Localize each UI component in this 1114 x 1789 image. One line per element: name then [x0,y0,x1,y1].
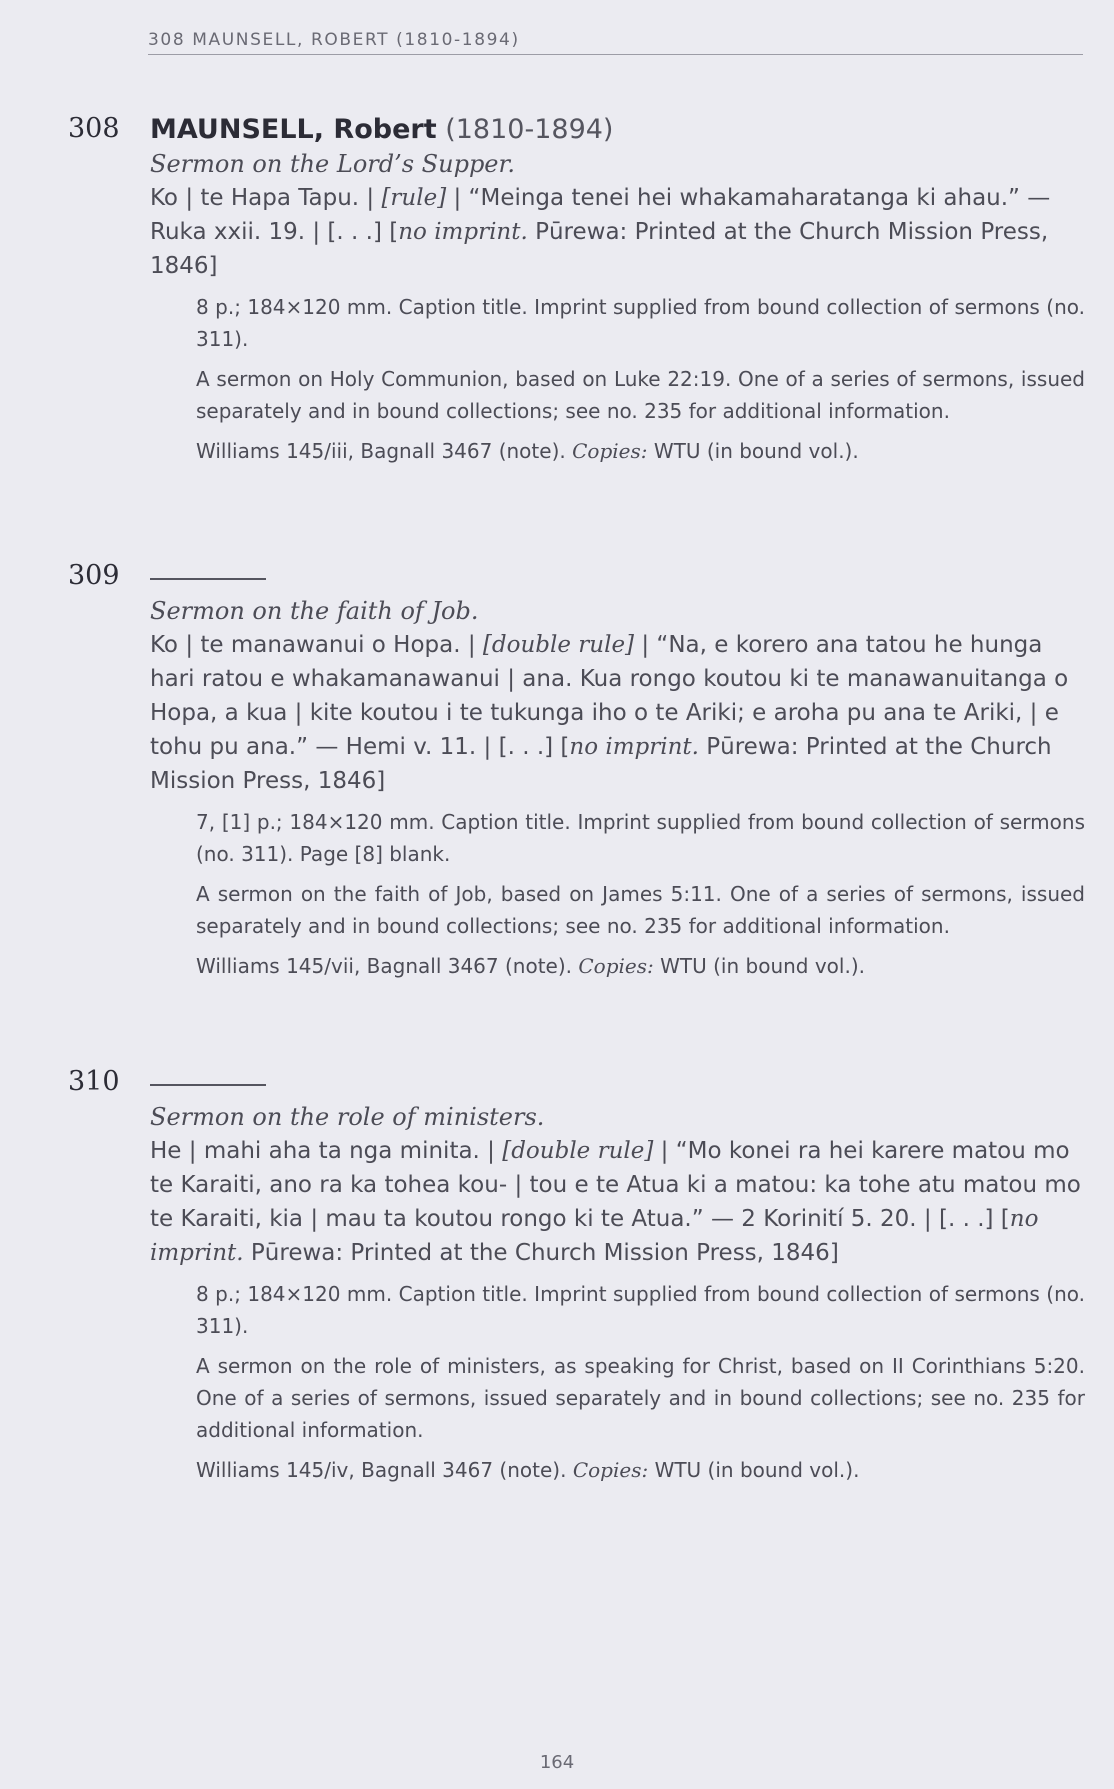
references: Williams 145/iv, Bagnall 3467 (note). Copies: WTU (in bound vol.). [196,1458,860,1482]
entry-title: Sermon on the Lord’s Supper. [150,150,515,178]
page-number: 164 [539,1752,575,1773]
repeat-author-dash [150,578,266,580]
physical-description: 8 p.; 184×120 mm. Caption title. Imprint supplied from bound collection of sermons (no. 311). [196,295,1085,351]
running-head: 308 MAUNSELL, ROBERT (1810-1894) [148,30,1083,55]
title-transcription: Ko | te manawanui o Hopa. | [double rule] | “Na, e korero ana tatou he hunga hari ratou e whakamanawanui | ana. Kua rongo koutou ki te manawanuitanga o Hopa, a kua | kite koutou i te tukunga iho o te Ariki; e aroha pu ana te Ariki, | e tohu pu ana.” — Hemi v. 11. | [. . .] [no imprint. Pūrewa: Printed at the Church Mission Press, 1846] [150,632,1069,794]
entry-heading [150,113,1085,147]
repeat-author-dash [150,1084,266,1086]
entry-title: Sermon on the role of ministers. [150,1103,545,1131]
entry-number: 309 [68,560,120,591]
entry-summary: A sermon on Holy Communion, based on Luke 22:19. One of a series of sermons, issued separately and in bound collections; see no. 235 for additional information. [196,367,1085,423]
title-transcription: He | mahi aha ta nga minita. | [double rule] | “Mo konei ra hei karere matou mo te Karaiti, ano ra ka tohea kou- | tou e te Atua ki a matou: ka tohe atu matou mo te Karaiti, kia | mau ta koutou rongo ki te Atua.” — 2 Korinití 5. 20. | [. . .] [no imprint. Pūrewa: Printed at the Church Mission Press, 1846] [150,1138,1081,1266]
physical-description: 8 p.; 184×120 mm. Caption title. Imprint supplied from bound collection of sermons (no. 311). [196,1282,1085,1338]
entry-summary: A sermon on the faith of Job, based on James 5:11. One of a series of sermons, issued separately and in bound collections; see no. 235 for additional information. [196,882,1085,938]
references: Williams 145/vii, Bagnall 3467 (note). Copies: WTU (in bound vol.). [196,954,865,978]
title-transcription: Ko | te Hapa Tapu. | [rule] | “Meinga tenei hei whakamaharatanga ki ahau.” — Ruka xxii. 19. | [. . .] [no imprint. Pūrewa: Printed at the Church Mission Press, 1846] [150,185,1051,279]
entry-number: 310 [68,1066,120,1097]
entry-title: Sermon on the faith of Job. [150,597,479,625]
entry-summary: A sermon on the role of ministers, as speaking for Christ, based on II Corinthians 5:20. One of a series of sermons, issued separately and in bound collections; see no. 235 for additional information. [196,1354,1085,1442]
physical-description: 7, [1] p.; 184×120 mm. Caption title. Imprint supplied from bound collection of sermons (no. 311). Page [8] blank. [196,810,1085,866]
entry-heading [150,1066,1085,1100]
author-name: MAUNSELL, Robert [150,114,437,145]
entry-number: 308 [68,113,120,144]
references: Williams 145/iii, Bagnall 3467 (note). Copies: WTU (in bound vol.). [196,439,859,463]
author-dates: (1810-1894) [445,114,614,145]
entry-heading [150,560,1085,594]
